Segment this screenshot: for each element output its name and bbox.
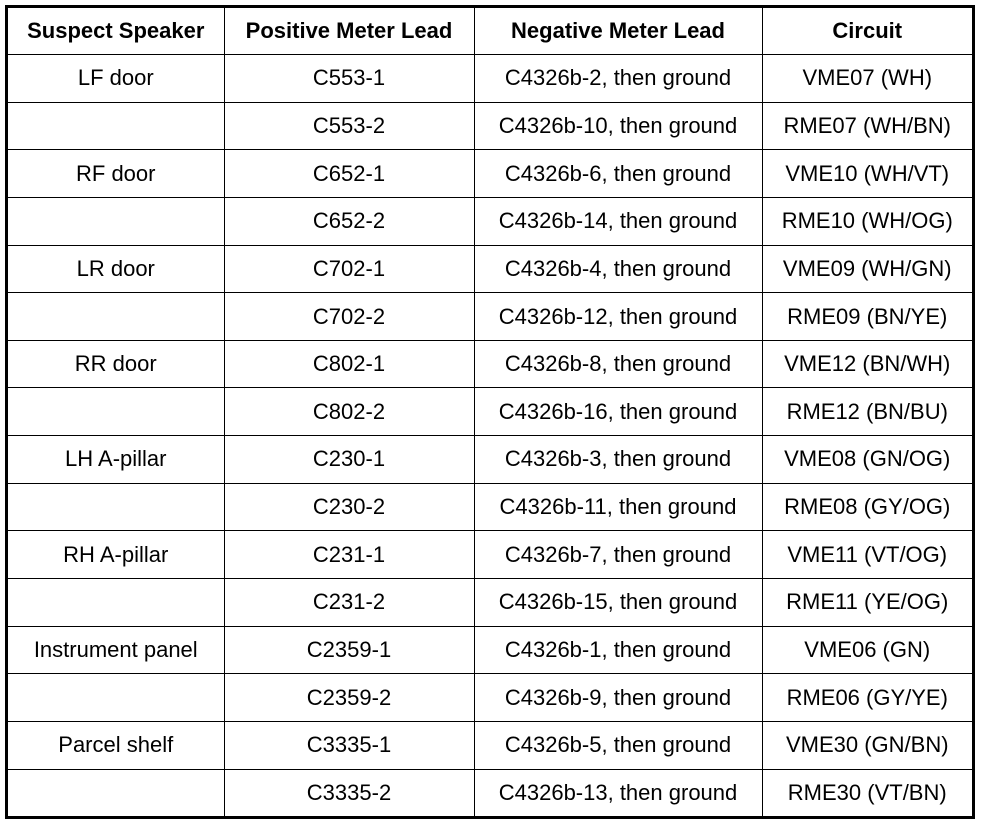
- cell-circuit: VME08 (GN/OG): [762, 436, 972, 484]
- cell-negative-meter-lead: C4326b-4, then ground: [474, 245, 762, 293]
- table-row: [8, 150, 972, 198]
- cell-negative-meter-lead: C4326b-12, then ground: [474, 293, 762, 341]
- cell-circuit: RME11 (YE/OG): [762, 579, 972, 627]
- cell-circuit: RME10 (WH/OG): [762, 197, 972, 245]
- cell-positive-meter-lead: C2359-2: [224, 674, 474, 722]
- cell-circuit: RME08 (GY/OG): [762, 483, 972, 531]
- header-circuit: Circuit: [762, 8, 972, 55]
- cell-positive-meter-lead: C802-2: [224, 388, 474, 436]
- cell-negative-meter-lead: C4326b-9, then ground: [474, 674, 762, 722]
- cell-positive-meter-lead: C652-2: [224, 197, 474, 245]
- table-row: [8, 769, 972, 816]
- cell-positive-meter-lead: C231-1: [224, 531, 474, 579]
- table-row: [8, 340, 972, 388]
- cell-suspect-speaker: LR door: [8, 245, 224, 293]
- table-row: [8, 55, 972, 103]
- cell-positive-meter-lead: C702-2: [224, 293, 474, 341]
- cell-circuit: RME07 (WH/BN): [762, 102, 972, 150]
- header-negative-meter-lead: Negative Meter Lead: [474, 8, 762, 55]
- cell-negative-meter-lead: C4326b-11, then ground: [474, 483, 762, 531]
- cell-negative-meter-lead: C4326b-16, then ground: [474, 388, 762, 436]
- cell-negative-meter-lead: C4326b-13, then ground: [474, 769, 762, 816]
- table-row: [8, 483, 972, 531]
- cell-negative-meter-lead: C4326b-15, then ground: [474, 579, 762, 627]
- cell-positive-meter-lead: C553-2: [224, 102, 474, 150]
- cell-circuit: VME10 (WH/VT): [762, 150, 972, 198]
- cell-circuit: RME06 (GY/YE): [762, 674, 972, 722]
- cell-suspect-speaker: [8, 102, 224, 150]
- cell-positive-meter-lead: C231-2: [224, 579, 474, 627]
- cell-negative-meter-lead: C4326b-6, then ground: [474, 150, 762, 198]
- table-row: [8, 388, 972, 436]
- cell-circuit: RME30 (VT/BN): [762, 769, 972, 816]
- table-row: [8, 674, 972, 722]
- cell-negative-meter-lead: C4326b-5, then ground: [474, 721, 762, 769]
- table-row: [8, 293, 972, 341]
- cell-circuit: VME12 (BN/WH): [762, 340, 972, 388]
- cell-circuit: VME06 (GN): [762, 626, 972, 674]
- cell-positive-meter-lead: C2359-1: [224, 626, 474, 674]
- cell-positive-meter-lead: C230-1: [224, 436, 474, 484]
- table-row: [8, 102, 972, 150]
- cell-positive-meter-lead: C802-1: [224, 340, 474, 388]
- table-row: [8, 197, 972, 245]
- table-row: [8, 721, 972, 769]
- header-positive-meter-lead: Positive Meter Lead: [224, 8, 474, 55]
- cell-positive-meter-lead: C652-1: [224, 150, 474, 198]
- cell-negative-meter-lead: C4326b-3, then ground: [474, 436, 762, 484]
- cell-positive-meter-lead: C702-1: [224, 245, 474, 293]
- cell-suspect-speaker: RF door: [8, 150, 224, 198]
- cell-suspect-speaker: Instrument panel: [8, 626, 224, 674]
- cell-negative-meter-lead: C4326b-10, then ground: [474, 102, 762, 150]
- cell-circuit: RME09 (BN/YE): [762, 293, 972, 341]
- table-header-row: [8, 8, 972, 55]
- speaker-test-table-frame: [5, 5, 975, 819]
- cell-suspect-speaker: Parcel shelf: [8, 721, 224, 769]
- cell-circuit: VME30 (GN/BN): [762, 721, 972, 769]
- table-row: [8, 579, 972, 627]
- cell-circuit: VME11 (VT/OG): [762, 531, 972, 579]
- cell-suspect-speaker: LF door: [8, 55, 224, 103]
- cell-positive-meter-lead: C230-2: [224, 483, 474, 531]
- cell-circuit: VME07 (WH): [762, 55, 972, 103]
- cell-positive-meter-lead: C3335-2: [224, 769, 474, 816]
- cell-negative-meter-lead: C4326b-2, then ground: [474, 55, 762, 103]
- cell-positive-meter-lead: C3335-1: [224, 721, 474, 769]
- speaker-test-table: [8, 8, 972, 816]
- cell-negative-meter-lead: C4326b-7, then ground: [474, 531, 762, 579]
- cell-negative-meter-lead: C4326b-1, then ground: [474, 626, 762, 674]
- table-row: [8, 245, 972, 293]
- table-row: [8, 626, 972, 674]
- cell-suspect-speaker: [8, 579, 224, 627]
- cell-suspect-speaker: [8, 483, 224, 531]
- cell-suspect-speaker: RH A-pillar: [8, 531, 224, 579]
- cell-suspect-speaker: [8, 197, 224, 245]
- cell-suspect-speaker: [8, 293, 224, 341]
- cell-negative-meter-lead: C4326b-8, then ground: [474, 340, 762, 388]
- cell-circuit: VME09 (WH/GN): [762, 245, 972, 293]
- cell-suspect-speaker: LH A-pillar: [8, 436, 224, 484]
- cell-circuit: RME12 (BN/BU): [762, 388, 972, 436]
- cell-positive-meter-lead: C553-1: [224, 55, 474, 103]
- cell-suspect-speaker: [8, 388, 224, 436]
- cell-negative-meter-lead: C4326b-14, then ground: [474, 197, 762, 245]
- table-row: [8, 531, 972, 579]
- cell-suspect-speaker: RR door: [8, 340, 224, 388]
- cell-suspect-speaker: [8, 769, 224, 816]
- cell-suspect-speaker: [8, 674, 224, 722]
- table-row: [8, 436, 972, 484]
- header-suspect-speaker: Suspect Speaker: [8, 8, 224, 55]
